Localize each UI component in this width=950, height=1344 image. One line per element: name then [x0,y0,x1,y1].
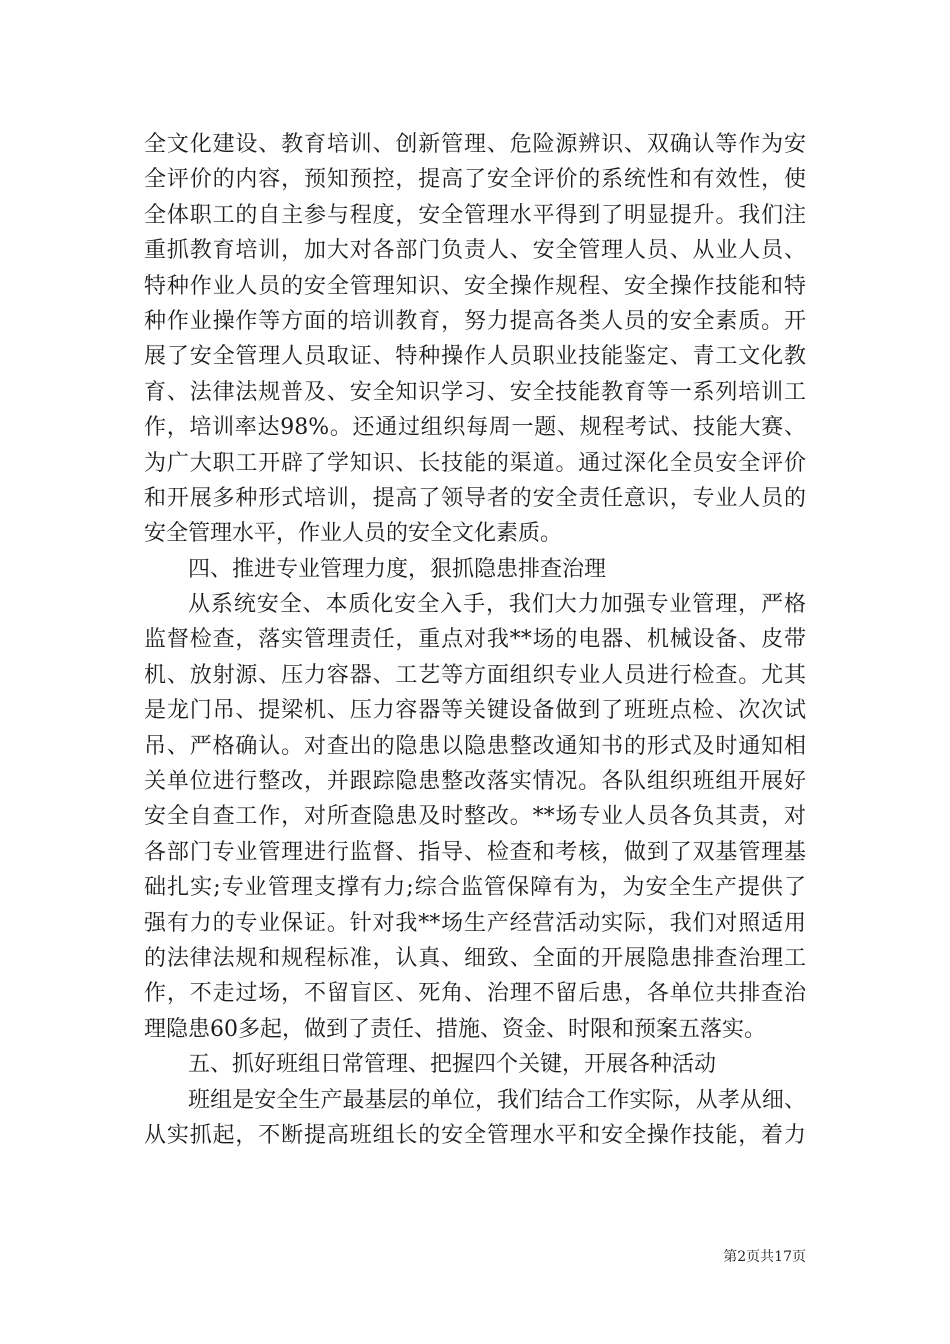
section-heading: 四、推进专业管理力度，狠抓隐患排查治理 [188,556,607,582]
text-line: 班组是安全生产最基层的单位，我们结合工作实际，从孝从细、 [188,1087,806,1113]
text-line: 全体职工的自主参与程度，安全管理水平得到了明显提升。我们注 [144,202,806,228]
text-line: 是龙门吊、提梁机、压力容器等关键设备做到了班班点检、次次试 [144,698,806,724]
text-line: 安全自查工作，对所查隐患及时整改。**场专业人员各负其责，对 [144,804,806,830]
text-line: 理隐患60多起，做到了责任、措施、资金、时限和预案五落实。 [144,1016,766,1042]
text-line: 全评价的内容，预知预控，提高了安全评价的系统性和有效性，使 [144,167,806,193]
text-line: 育、法律法规普及、安全知识学习、安全技能教育等一系列培训工 [144,379,806,405]
text-line: 各部门专业管理进行监督、指导、检查和考核，做到了双基管理基 [144,839,806,865]
text-line: 重抓教育培训，加大对各部门负责人、安全管理人员、从业人员、 [144,238,806,264]
text-line: 安全管理水平，作业人员的安全文化素质。 [144,521,563,547]
text-line: 展了安全管理人员取证、特种操作人员职业技能鉴定、青工文化教 [144,344,806,370]
text-line: 和开展多种形式培训，提高了领导者的安全责任意识，专业人员的 [144,485,806,511]
text-line: 机、放射源、压力容器、工艺等方面组织专业人员进行检查。尤其 [144,662,806,688]
text-line: 为广大职工开辟了学知识、长技能的渠道。通过深化全员安全评价 [144,450,806,476]
text-line: 础扎实;专业管理支撑有力;综合监管保障有为，为安全生产提供了 [144,875,806,901]
text-line: 种作业操作等方面的培训教育，努力提高各类人员的安全素质。开 [144,308,806,334]
text-line: 吊、严格确认。对查出的隐患以隐患整改通知书的形式及时通知相 [144,733,806,759]
text-line: 特种作业人员的安全管理知识、安全操作规程、安全操作技能和特 [144,273,806,299]
text-line: 强有力的专业保证。针对我**场生产经营活动实际，我们对照适用 [144,910,806,936]
text-line: 监督检查，落实管理责任，重点对我**场的电器、机械设备、皮带 [144,627,806,653]
page-number: 第2页共17页 [723,1249,806,1265]
text-line: 作，培训率达98%。还通过组织每周一题、规程考试、技能大赛、 [144,415,806,441]
text-line: 全文化建设、教育培训、创新管理、危险源辨识、双确认等作为安 [144,132,806,157]
text-line: 从系统安全、本质化安全入手，我们大力加强专业管理，严格 [188,592,806,618]
text-line: 的法律法规和规程标准，认真、细致、全面的开展隐患排查治理工 [144,945,806,971]
text-line: 从实抓起，不断提高班组长的安全管理水平和安全操作技能，着力 [144,1122,806,1148]
document-body [144,127,806,1153]
section-heading: 五、抓好班组日常管理、把握四个关键，开展各种活动 [188,1052,717,1078]
text-line: 作，不走过场，不留盲区、死角、治理不留后患，各单位共排查治 [144,981,806,1007]
text-line: 关单位进行整改，并跟踪隐患整改落实情况。各队组织班组开展好 [144,769,806,795]
